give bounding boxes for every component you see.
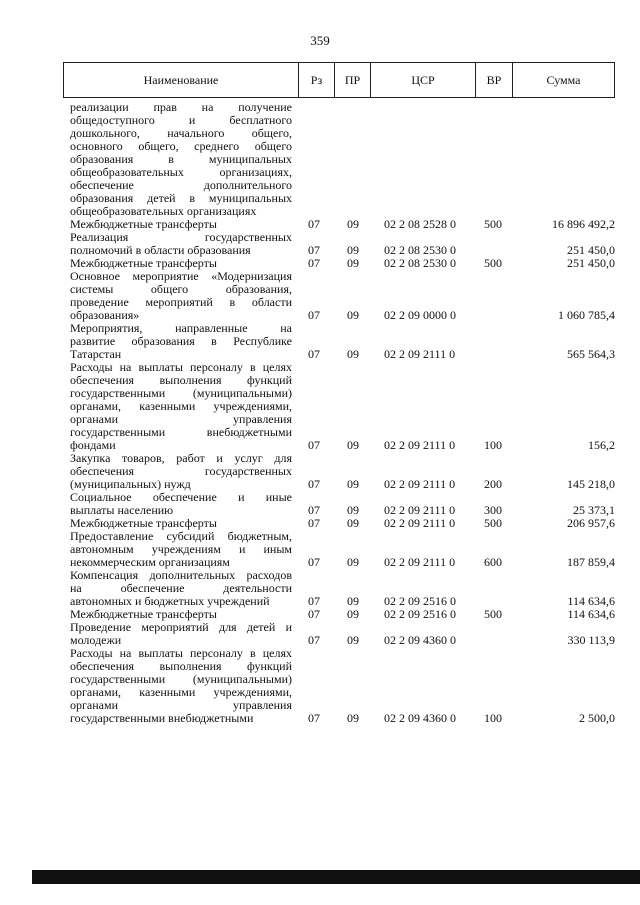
row-pr: 09 xyxy=(347,438,359,452)
row-pr: 09 xyxy=(347,217,359,231)
row-name-line: обеспечения государственных xyxy=(70,464,292,478)
row-sum: 2 500,0 xyxy=(579,711,615,725)
row-name-line: обеспечения выполнения функций xyxy=(70,659,292,673)
row-rz: 07 xyxy=(308,555,320,569)
table-row xyxy=(0,530,640,569)
row-name-line: некоммерческим организациям xyxy=(70,555,230,569)
row-rz: 07 xyxy=(308,607,320,621)
row-name-line: Закупка товаров, работ и услуг для xyxy=(70,451,292,465)
row-name-line: системы общего образования, xyxy=(70,282,292,296)
row-pr: 09 xyxy=(347,477,359,491)
row-pr: 09 xyxy=(347,503,359,517)
row-name-line: Межбюджетные трансферты xyxy=(70,607,217,621)
row-vr: 100 xyxy=(484,438,502,452)
header-csr: ЦСР xyxy=(411,73,435,87)
row-name-line: Межбюджетные трансферты xyxy=(70,516,217,530)
table-row xyxy=(0,621,640,647)
row-sum: 25 373,1 xyxy=(573,503,615,517)
row-name-line: проведение мероприятий в области xyxy=(70,295,292,309)
row-csr: 02 2 09 2111 0 xyxy=(384,477,456,491)
row-name-line: образования» xyxy=(70,308,140,322)
row-pr: 09 xyxy=(347,555,359,569)
page-number: 359 xyxy=(310,33,330,48)
row-name-line: органами управления xyxy=(70,698,292,712)
row-rz: 07 xyxy=(308,711,320,725)
row-csr: 02 2 09 2111 0 xyxy=(384,438,456,452)
row-vr: 200 xyxy=(484,477,502,491)
row-name-line: фондами xyxy=(70,438,116,452)
row-name-line: Социальное обеспечение и иные xyxy=(70,490,292,504)
row-sum: 16 896 492,2 xyxy=(552,217,615,231)
row-name-line: Предоставление субсидий бюджетным, xyxy=(70,529,292,543)
row-name-line: общеобразовательных организациях, xyxy=(70,165,292,179)
row-name-line: на обеспечение деятельности xyxy=(70,581,292,595)
row-csr: 02 2 08 2528 0 xyxy=(384,217,456,231)
row-csr: 02 2 09 2516 0 xyxy=(384,594,456,608)
row-csr: 02 2 09 2111 0 xyxy=(384,503,456,517)
row-sum: 156,2 xyxy=(588,438,615,452)
row-name-line: общеобразовательных организациях xyxy=(70,204,257,218)
header-vr: ВР xyxy=(486,73,502,87)
row-csr: 02 2 08 2530 0 xyxy=(384,256,456,270)
row-name-line: государственными внебюджетными xyxy=(70,425,292,439)
header-rz: Рз xyxy=(310,73,323,87)
row-rz: 07 xyxy=(308,256,320,270)
row-sum: 251 450,0 xyxy=(567,256,615,270)
row-pr: 09 xyxy=(347,607,359,621)
row-pr: 09 xyxy=(347,243,359,257)
row-sum: 1 060 785,4 xyxy=(558,308,615,322)
row-csr: 02 2 09 2111 0 xyxy=(384,347,456,361)
row-name-line: Расходы на выплаты персоналу в целях xyxy=(70,360,292,374)
row-name-line: Компенсация дополнительных расходов xyxy=(70,568,292,582)
row-csr: 02 2 09 2111 0 xyxy=(384,516,456,530)
row-name-line: выплаты населению xyxy=(70,503,174,517)
row-sum: 330 113,9 xyxy=(567,633,615,647)
header-pr: ПР xyxy=(344,73,361,87)
row-sum: 187 859,4 xyxy=(567,555,615,569)
table-row xyxy=(0,322,640,361)
row-name-line: молодежи xyxy=(70,633,122,647)
row-vr: 500 xyxy=(484,256,502,270)
row-name-line: автономных и бюджетных учреждений xyxy=(70,594,270,608)
row-csr: 02 2 09 4360 0 xyxy=(384,711,456,725)
row-name-line: Мероприятия, направленные на xyxy=(70,321,292,335)
row-name-line: обеспечения выполнения функций xyxy=(70,373,292,387)
row-rz: 07 xyxy=(308,217,320,231)
row-sum: 145 218,0 xyxy=(567,477,615,491)
row-name-line: реализации прав на получение xyxy=(70,100,292,114)
row-name-line: государственными (муниципальными) xyxy=(70,672,292,686)
row-csr: 02 2 09 2516 0 xyxy=(384,607,456,621)
table-header xyxy=(63,62,615,98)
row-vr: 100 xyxy=(484,711,502,725)
row-name-line: общедоступного и бесплатного xyxy=(70,113,292,127)
row-sum: 114 634,6 xyxy=(567,607,615,621)
row-name-line: обеспечение дополнительного xyxy=(70,178,292,192)
header-sum: Сумма xyxy=(546,73,581,87)
row-sum: 206 957,6 xyxy=(567,516,615,530)
row-pr: 09 xyxy=(347,711,359,725)
row-name-line: Реализация государственных xyxy=(70,230,292,244)
row-pr: 09 xyxy=(347,633,359,647)
row-rz: 07 xyxy=(308,633,320,647)
row-name-line: Расходы на выплаты персоналу в целях xyxy=(70,646,292,660)
row-csr: 02 2 09 0000 0 xyxy=(384,308,456,322)
row-rz: 07 xyxy=(308,243,320,257)
row-rz: 07 xyxy=(308,438,320,452)
row-pr: 09 xyxy=(347,256,359,270)
row-pr: 09 xyxy=(347,516,359,530)
table-row xyxy=(0,452,640,491)
table-row xyxy=(0,491,640,517)
table-row xyxy=(0,569,640,608)
row-csr: 02 2 09 2111 0 xyxy=(384,555,456,569)
row-name-line: Межбюджетные трансферты xyxy=(70,217,217,231)
row-name-line: основного общего, среднего общего xyxy=(70,139,292,153)
row-pr: 09 xyxy=(347,347,359,361)
row-vr: 500 xyxy=(484,516,502,530)
row-vr: 500 xyxy=(484,607,502,621)
row-name-line: Основное мероприятие «Модернизация xyxy=(70,269,292,283)
scan-edge-bar xyxy=(32,870,640,884)
row-name-line: образования в муниципальных xyxy=(70,152,292,166)
row-name-line: Проведение мероприятий для детей и xyxy=(70,620,292,634)
table-row xyxy=(0,361,640,452)
row-rz: 07 xyxy=(308,308,320,322)
row-csr: 02 2 09 4360 0 xyxy=(384,633,456,647)
row-rz: 07 xyxy=(308,503,320,517)
row-vr: 500 xyxy=(484,217,502,231)
row-name-line: (муниципальных) нужд xyxy=(70,477,191,491)
row-name-line: образования детей в муниципальных xyxy=(70,191,292,205)
table-row xyxy=(0,101,640,218)
row-rz: 07 xyxy=(308,594,320,608)
row-csr: 02 2 08 2530 0 xyxy=(384,243,456,257)
row-name-line: государственными (муниципальными) xyxy=(70,386,292,400)
row-name-line: полномочий в области образования xyxy=(70,243,251,257)
row-name-line: Татарстан xyxy=(70,347,122,361)
row-rz: 07 xyxy=(308,477,320,491)
row-name-line: развитие образования в Республике xyxy=(70,334,292,348)
header-name: Наименование xyxy=(143,73,219,87)
row-rz: 07 xyxy=(308,516,320,530)
row-vr: 600 xyxy=(484,555,502,569)
row-name-line: дошкольного, начального общего, xyxy=(70,126,292,140)
row-pr: 09 xyxy=(347,308,359,322)
table-row xyxy=(0,647,640,725)
row-vr: 300 xyxy=(484,503,502,517)
row-name-line: Межбюджетные трансферты xyxy=(70,256,217,270)
row-pr: 09 xyxy=(347,594,359,608)
row-sum: 565 564,3 xyxy=(567,347,615,361)
table-row xyxy=(0,231,640,257)
row-sum: 114 634,6 xyxy=(567,594,615,608)
row-name-line: органами, казенными учреждениями, xyxy=(70,685,292,699)
row-rz: 07 xyxy=(308,347,320,361)
row-sum: 251 450,0 xyxy=(567,243,615,257)
row-name-line: органами, казенными учреждениями, xyxy=(70,399,292,413)
row-name-line: государственными внебюджетными xyxy=(70,711,254,725)
row-name-line: автономным учреждениям и иным xyxy=(70,542,292,556)
row-name-line: органами управления xyxy=(70,412,292,426)
table-row xyxy=(0,270,640,322)
